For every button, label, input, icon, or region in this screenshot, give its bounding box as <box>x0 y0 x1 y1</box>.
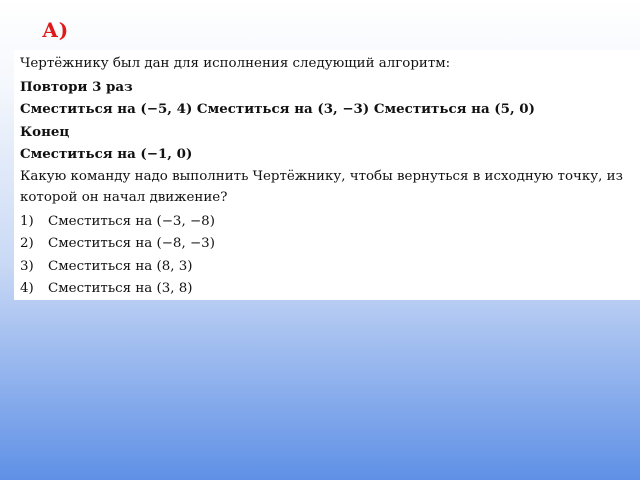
answer-option-number: 4) <box>20 281 34 296</box>
answer-option-number: 2) <box>20 236 34 251</box>
answer-option-text: Сместиться на (8, 3) <box>48 258 193 274</box>
answer-option-2 <box>20 233 640 256</box>
algorithm-line-final-move: Сместиться на (−1, 0) <box>20 146 193 162</box>
answer-option-number: 3) <box>20 258 34 274</box>
algorithm-line-moves: Сместиться на (−5, 4) Сместиться на (3, −3) Сместиться на (5, 0) <box>20 101 535 117</box>
answer-option-1 <box>20 211 640 234</box>
problem-question: Какую команду надо выполнить Чертёжнику, чтобы вернуться в исходную точку, из которой он начал движение? <box>20 168 623 205</box>
answer-option-text: Сместиться на (−8, −3) <box>48 236 215 251</box>
answer-option-number: 1) <box>20 213 34 229</box>
answer-option-3 <box>20 256 640 279</box>
answer-option-4 <box>20 278 640 301</box>
algorithm-line-repeat: Повтори 3 раз <box>20 78 133 95</box>
problem-intro: Чертёжнику был дан для исполнения следующий алгоритм: <box>20 56 451 71</box>
answer-option-text: Сместиться на (3, 8) <box>48 281 193 296</box>
problem-card <box>14 50 640 300</box>
algorithm-line-end: Конец <box>20 123 70 140</box>
slide-label: А) <box>42 18 69 42</box>
answer-option-text: Сместиться на (−3, −8) <box>48 213 215 229</box>
